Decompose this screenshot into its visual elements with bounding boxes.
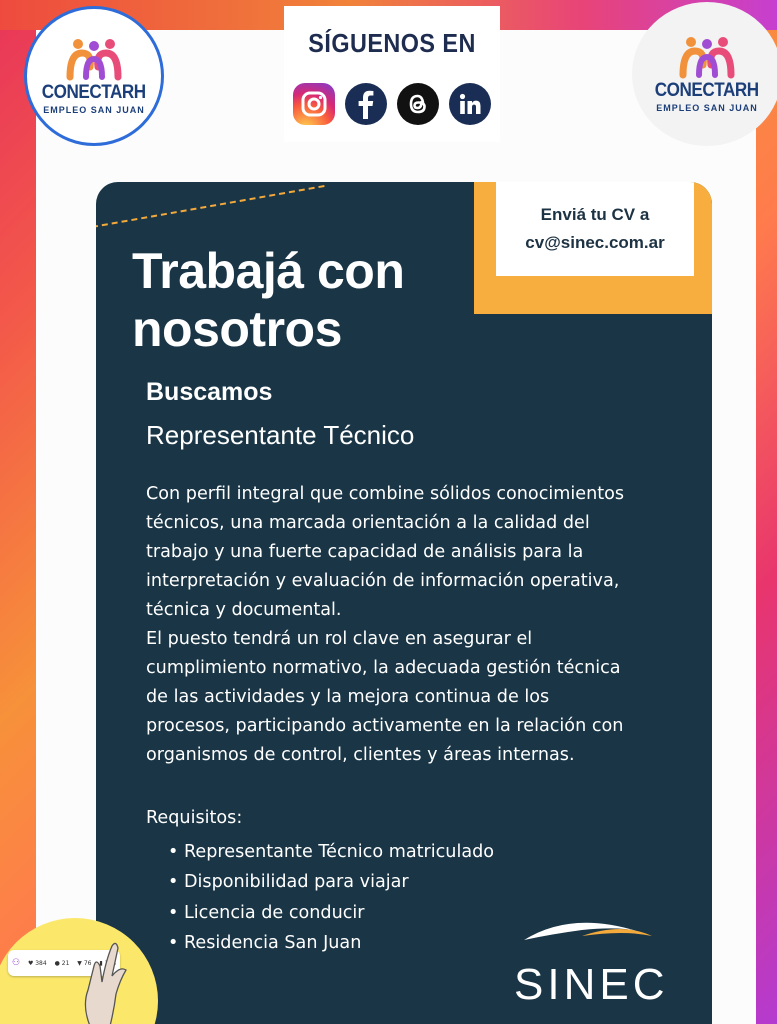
list-item: • Disponibilidad para viajar xyxy=(168,867,494,897)
job-role: Representante Técnico xyxy=(146,420,415,450)
reaction-item: ▮ xyxy=(99,960,116,967)
people-logo-icon xyxy=(677,35,737,79)
people-logo-icon xyxy=(64,37,124,81)
hand-illustration xyxy=(60,936,150,1024)
instagram-icon[interactable] xyxy=(293,83,335,125)
facebook-icon[interactable] xyxy=(345,83,387,125)
page-title xyxy=(132,242,472,358)
conectarh-logo-left xyxy=(24,6,164,146)
logo-brand-name: CONECTARH xyxy=(655,80,759,101)
sinec-wordmark: SINEC xyxy=(514,960,669,1009)
description-line: técnica y documental. xyxy=(146,600,342,620)
reaction-item: ● 21 xyxy=(54,959,70,967)
send-cv-label: Enviá tu CV a xyxy=(540,205,650,224)
conectarh-logo-right xyxy=(632,2,777,146)
list-item: • Representante Técnico matriculado xyxy=(168,837,494,867)
reaction-item: ▼ 76 xyxy=(77,959,92,967)
description-line: interpretación y evaluación de información operativa, xyxy=(146,571,620,591)
reaction-count: 21 xyxy=(61,959,70,967)
job-offer-card xyxy=(96,182,712,1024)
list-item: • Residencia San Juan xyxy=(168,928,494,958)
social-icons-row xyxy=(293,83,491,125)
requirements-title: Requisitos: xyxy=(146,808,243,828)
seeking-label: Buscamos xyxy=(146,378,273,406)
reaction-count: 384 xyxy=(35,959,47,967)
mini-logo-icon: ⚇ xyxy=(11,958,21,968)
description-line: organismos de control, clientes y áreas internas. xyxy=(146,745,575,765)
linkedin-icon[interactable] xyxy=(449,83,491,125)
sinec-logo xyxy=(512,912,682,1012)
follow-us-title: SÍGUENOS EN xyxy=(308,28,476,58)
list-item: • Licencia de conducir xyxy=(168,898,494,928)
description-line: cumplimiento normativo, la adecuada gestión técnica xyxy=(146,658,621,678)
follow-us-block xyxy=(284,6,500,142)
reaction-item: ♥ 384 xyxy=(27,959,47,967)
logo-tagline: EMPLEO SAN JUAN xyxy=(43,105,145,115)
description-line: técnicos, una marcada orientación a la calidad del xyxy=(146,513,590,533)
title-line-1: Trabajá con xyxy=(132,243,405,299)
sinec-swoosh-icon xyxy=(512,912,682,962)
logo-brand-name: CONECTARH xyxy=(42,82,146,103)
description-line: de las actividades y la mejora continua de los xyxy=(146,687,550,707)
title-line-2: nosotros xyxy=(132,301,342,357)
job-description xyxy=(146,480,686,770)
description-line: Con perfil integral que combine sólidos conocimientos xyxy=(146,484,625,504)
logo-tagline: EMPLEO SAN JUAN xyxy=(656,103,758,113)
description-line: El puesto tendrá un rol clave en asegurar el xyxy=(146,629,533,649)
cv-email-link[interactable]: cv@sinec.com.ar xyxy=(525,233,665,252)
threads-icon[interactable] xyxy=(397,83,439,125)
description-line: trabajo y una fuerte capacidad de análisis para la xyxy=(146,542,584,562)
decorative-dashed-line xyxy=(96,185,325,228)
reaction-count: 76 xyxy=(83,959,92,967)
requirements-list xyxy=(168,837,494,958)
send-cv-box xyxy=(496,182,694,276)
description-line: procesos, participando activamente en la relación con xyxy=(146,716,624,736)
